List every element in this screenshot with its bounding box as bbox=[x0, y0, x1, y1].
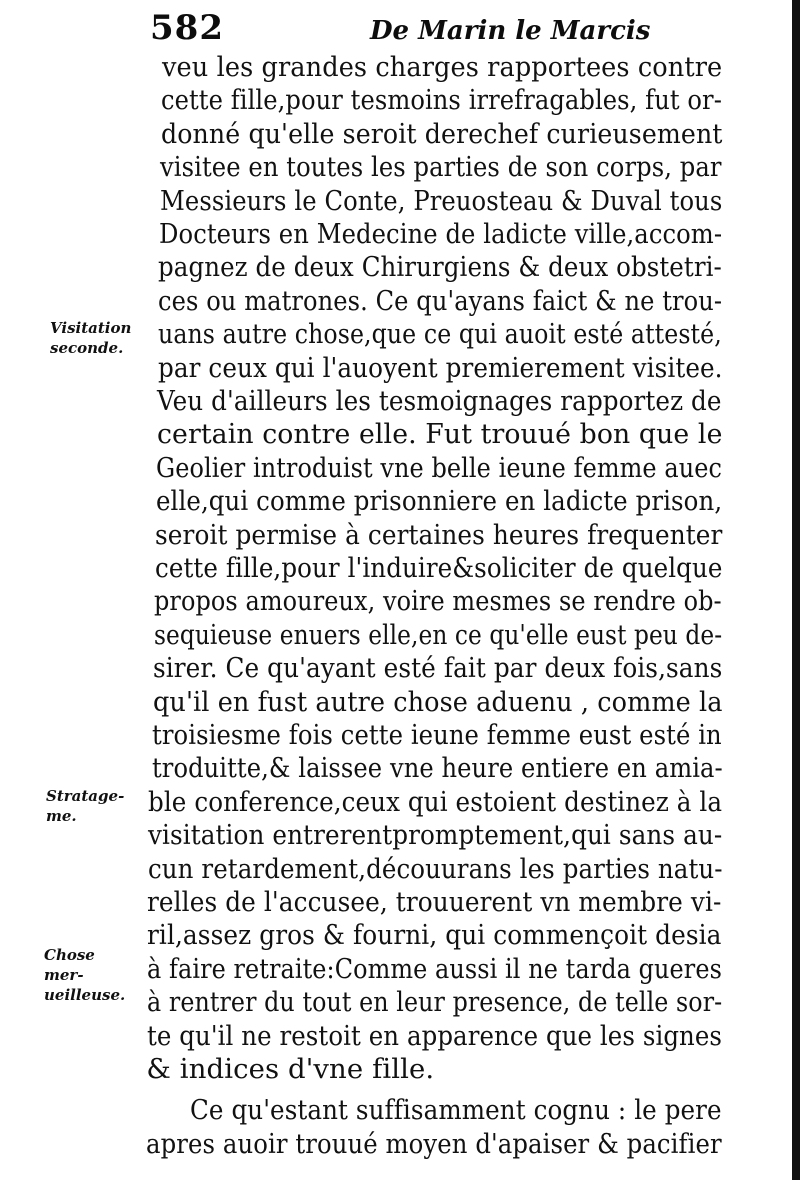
margin-note-chose-merueilleuse: Chose mer-ueilleuse. bbox=[44, 946, 126, 1004]
text-line: uans autre chose,que ce qui auoit esté attesté, bbox=[158, 318, 722, 351]
text-line: troduitte,& laissee vne heure entiere en amia- bbox=[151, 752, 723, 785]
margin-note-visitation: Visitation seconde. bbox=[50, 319, 132, 357]
text-line: visitation entrerentpromptement,qui sans au- bbox=[147, 819, 723, 852]
text-line: pagnez de deux Chirurgiens & deux obstetri- bbox=[158, 251, 723, 284]
text-line: cette fille,pour l'induire&soliciter de quelque bbox=[154, 552, 722, 584]
text-line: te qu'il ne restoit en apparence que les signes bbox=[146, 1019, 722, 1052]
margin-note-stratageme: Stratage-me. bbox=[46, 787, 125, 825]
text-line: elle,qui comme prisonniere en ladicte prison, bbox=[155, 485, 722, 518]
text-line: sequieuse enuers elle,en ce qu'elle eust peu de- bbox=[153, 618, 722, 651]
running-title: De Marin le Marcis bbox=[370, 16, 651, 46]
text-line: & indices d'vne fille. bbox=[146, 1053, 435, 1085]
text-line: Veu d'ailleurs les tesmoignages rapportez de bbox=[157, 385, 722, 417]
text-line: cette fille,pour tesmoins irrefragables, fut or- bbox=[161, 84, 723, 117]
text-line: relles de l'accusee, trouuerent vn membre vi- bbox=[147, 886, 722, 918]
text-line: par ceux qui l'auoyent premierement visitee. bbox=[157, 351, 723, 384]
text-line: Messieurs le Conte, Preuosteau & Duval tous bbox=[159, 184, 723, 217]
text-line: à faire retraite:Comme aussi il ne tarda gueres bbox=[147, 952, 722, 985]
text-line: certain contre elle. Fut trouué bon que le bbox=[156, 418, 722, 451]
text-line: Geolier introduist vne belle ieune femme auec bbox=[156, 451, 723, 484]
text-line: propos amoureux, voire mesmes se rendre ob- bbox=[154, 585, 722, 618]
text-line: seroit permise à certaines heures frequenter bbox=[155, 518, 723, 551]
text-line: cun retardement,découurans les parties natu- bbox=[147, 852, 723, 885]
text-line: ble conference,ceux qui estoient destinez à la bbox=[148, 785, 723, 818]
text-line: Ce qu'estant suffisamment cognu : le pere bbox=[190, 1094, 722, 1127]
text-line: qu'il en fust autre chose aduenu , comme la bbox=[152, 685, 723, 718]
text-line: veu les grandes charges rapportees contre bbox=[162, 51, 723, 83]
text-line: ril,assez gros & fourni, qui commençoit desia bbox=[147, 919, 722, 952]
text-line: à rentrer du tout en leur presence, de telle sor- bbox=[146, 986, 723, 1019]
text-line: Docteurs en Medecine de ladicte ville,accom- bbox=[159, 218, 723, 250]
page-number: 582 bbox=[150, 8, 224, 48]
text-line: troisiesme fois cette ieune femme eust esté in bbox=[152, 719, 722, 751]
text-line: sirer. Ce qu'ayant esté fait par deux fois,sans bbox=[153, 652, 723, 685]
text-line: visitee en toutes les parties de son corps, par bbox=[160, 151, 722, 184]
text-line: ces ou matrones. Ce qu'ayans faict & ne trou- bbox=[157, 284, 722, 317]
text-line: apres auoir trouué moyen d'apaiser & pacifier bbox=[146, 1127, 722, 1160]
text-line: donné qu'elle seroit derechef curieusement bbox=[160, 117, 723, 150]
